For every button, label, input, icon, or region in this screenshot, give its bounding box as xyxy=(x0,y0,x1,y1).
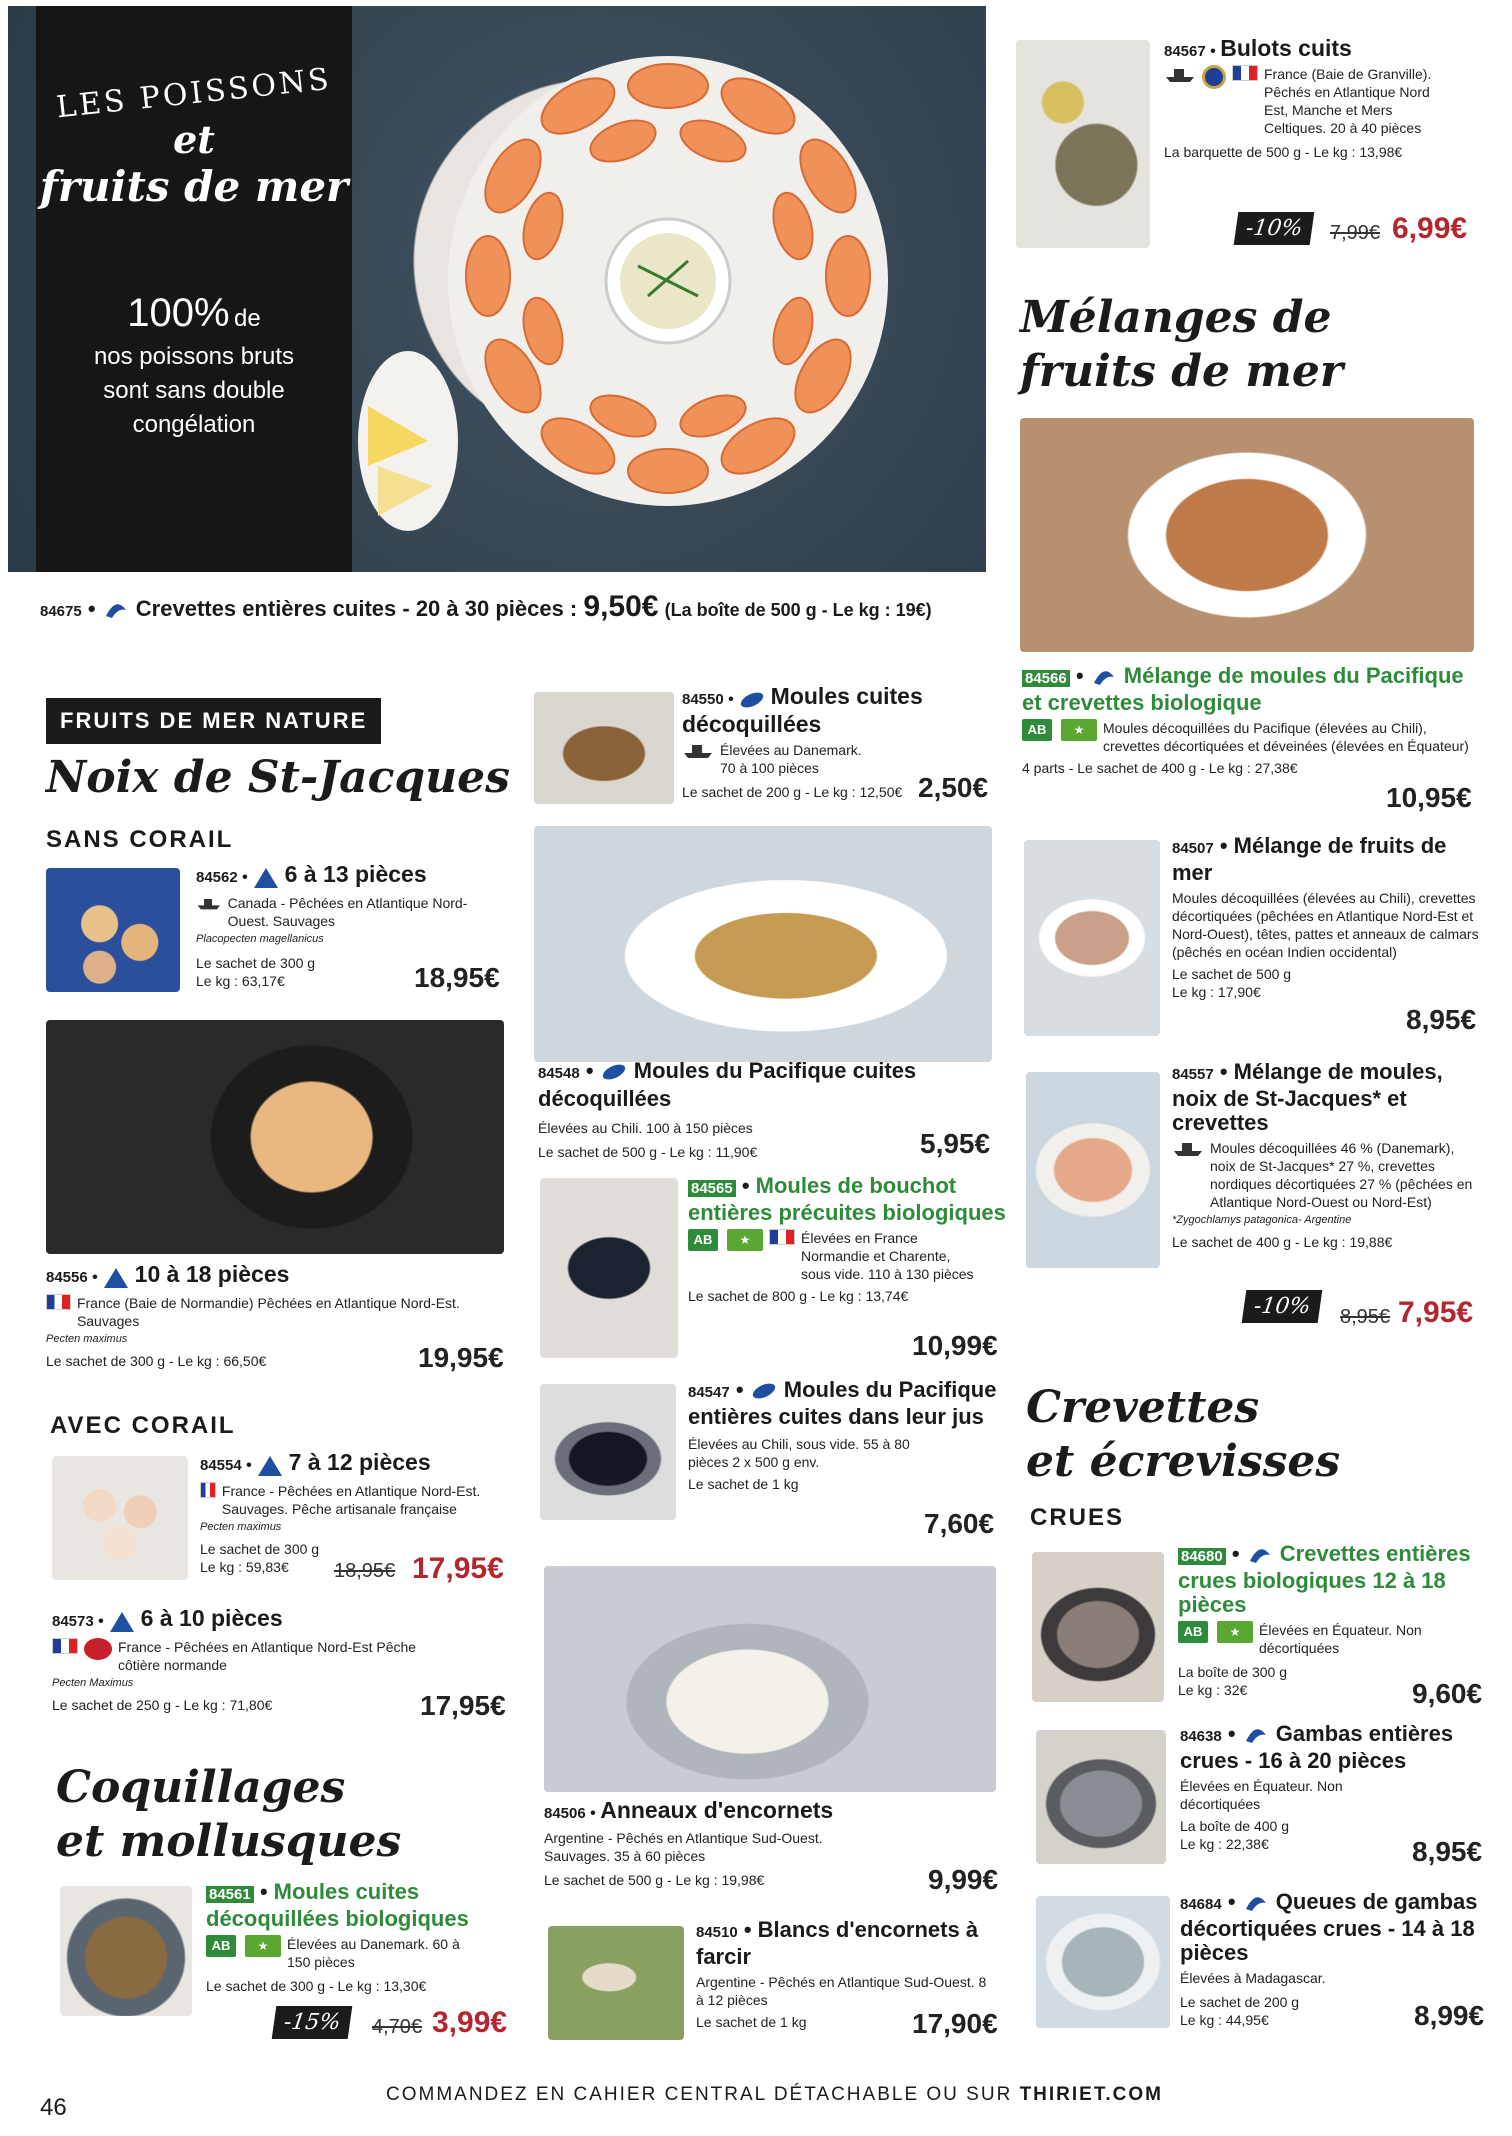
hero-caption-price: 9,50€ xyxy=(583,590,659,623)
code-84680: 84680 xyxy=(1178,1548,1226,1565)
kg-84562: Le kg : 63,17€ xyxy=(196,972,285,989)
photo-84565 xyxy=(540,1178,678,1358)
aquaculture-icon xyxy=(682,741,714,759)
photo-84567 xyxy=(1016,40,1150,248)
pack-84554: Le sachet de 300 g xyxy=(200,1540,320,1557)
label-rouge-icon xyxy=(84,1638,112,1660)
origin-84507: Moules décoquillées (élevées au Chili), crevettes décortiquées (pêchées en Atlantique Nord-Est et Nord-Ouest), têtes, pattes et anneaux de calmars (pêchés en océan Indien occidental) xyxy=(1172,890,1479,960)
product-84507: 84507 • Mélange de fruits de mer Moules décoquillées (élevées au Chili), crevettes décortiquées (pêchées en Atlantique Nord-Est et Nord-Ouest), têtes, pattes et anneaux de calmars (pêchés en océan Indien occidental) Le sachet de 500 g Le kg : 17,90€ xyxy=(1172,834,1482,1001)
boat-icon xyxy=(196,894,222,912)
origin-84684: Élevées à Madagascar. xyxy=(1180,1970,1326,1986)
origin-84557: Moules décoquillées 46 % (Danemark), noix de St-Jacques* 27 %, crevettes nordiques décortiquées 27 % (pêchées en Atlantique Nord-Ouest ou Nord-Est) xyxy=(1210,1140,1473,1210)
origin-84510: Argentine - Pêchés en Atlantique Sud-Ouest. 8 à 12 pièces xyxy=(696,1974,987,2008)
price-84566: 10,95€ xyxy=(1386,782,1472,813)
latin-84554: Pecten maximus xyxy=(200,1520,282,1533)
origin-84680: Élevées en Équateur. Non décortiquées xyxy=(1259,1622,1422,1656)
photo-84562 xyxy=(46,868,180,992)
price-84547: 7,60€ xyxy=(924,1508,995,1539)
price-84567: 6,99€ xyxy=(1392,212,1468,245)
photo-84638 xyxy=(1036,1730,1166,1864)
discount-84561: -15% xyxy=(272,2006,353,2039)
pack-84550: Le sachet de 200 g - Le kg : 12,50€ xyxy=(682,783,903,800)
name-84554: 7 à 12 pièces xyxy=(288,1449,431,1475)
title-melanges-line2: fruits de mer xyxy=(1020,346,1344,397)
msc-label-icon xyxy=(1242,1723,1270,1747)
title-coquillages-line1: Coquillages xyxy=(56,1762,346,1813)
origin-84638: Élevées en Équateur. Non décortiquées xyxy=(1180,1778,1343,1812)
pack-84547: Le sachet de 1 kg xyxy=(688,1476,799,1492)
old-price-84557: 8,95€ xyxy=(1340,1306,1391,1328)
code-84507: 84507 xyxy=(1172,840,1214,857)
code-84638: 84638 xyxy=(1180,1728,1222,1745)
hero-title-line1: LES POISSONS xyxy=(54,61,334,126)
product-84566: 84566 • Mélange de moules du Pacifique et crevettes biologique AB ★ Moules décoquillées du Pacifique (élevées au Chili), crevettes décortiquées et déveinées (élevées en Équateur) 4 parts - Le sachet de 400 g - Le kg : 27,38€ xyxy=(1022,664,1482,777)
product-84561: 84561 • Moules cuites décoquillées biologiques AB ★ Élevées au Danemark. 60 à 150 pièces Le sachet de 300 g - Le kg : 13,30€ xyxy=(206,1880,516,1995)
photo-84680 xyxy=(1032,1552,1164,1702)
footer-site-link[interactable]: THIRIET.COM xyxy=(1019,2084,1163,2105)
subhead-avec-corail: AVEC CORAIL xyxy=(50,1412,236,1439)
shrimp-platter xyxy=(438,46,898,516)
name-84566: Mélange de moules du Pacifique et crevettes biologique xyxy=(1022,663,1464,715)
origin-84548: Élevées au Chili. 100 à 150 pièces xyxy=(538,1120,753,1136)
hero-title-line3: fruits de mer xyxy=(39,162,349,211)
photo-84548 xyxy=(534,826,992,1062)
hero-caption: 84675 • Crevettes entières cuites - 20 à 30 pièces : 9,50€ (La boîte de 500 g - Le kg : 19€) xyxy=(40,590,932,623)
mussel-icon xyxy=(600,1060,628,1084)
product-84557: 84557 • Mélange de moules, noix de St-Jacques* et crevettes Moules décoquillées 46 % (Danemark), noix de St-Jacques* 27 %, crevettes nordiques décortiquées 27 % (pêchées en Atlantique Nord-Ouest ou Nord-Est) *Zygochlamys patagonica- Argentine Le sachet de 400 g - Le kg : 19,88€ xyxy=(1172,1060,1482,1251)
hero-claim-rest: nos poissons bruts sont sans double congélation xyxy=(93,343,295,438)
old-price-84567: 7,99€ xyxy=(1330,222,1381,244)
name-84507: Mélange de fruits de mer xyxy=(1172,833,1447,885)
title-melanges-line1: Mélanges de xyxy=(1020,292,1332,343)
code-84562: 84562 xyxy=(196,869,238,886)
product-84638: 84638 • Gambas entières crues - 16 à 20 pièces Élevées en Équateur. Non décortiquées La boîte de 400 g Le kg : 22,38€ xyxy=(1180,1722,1490,1853)
photo-84557 xyxy=(1026,1072,1160,1268)
price-84510: 17,90€ xyxy=(912,2008,998,2039)
code-84554: 84554 xyxy=(200,1457,242,1474)
photo-84507 xyxy=(1024,840,1160,1036)
name-84548: Moules du Pacifique cuites décoquillées xyxy=(538,1058,917,1111)
latin-84556: Pecten maximus xyxy=(46,1332,128,1345)
eu-bio-logo: ★ xyxy=(1217,1621,1253,1643)
discount-84557: -10% xyxy=(1242,1290,1323,1323)
photo-84550 xyxy=(534,692,674,804)
ab-bio-logo: AB xyxy=(688,1229,718,1251)
hero-caption-detail: (La boîte de 500 g - Le kg : 19€) xyxy=(664,600,932,620)
origin-84550: Élevées au Danemark. 70 à 100 pièces xyxy=(720,741,862,776)
scallop-icon xyxy=(256,1454,284,1478)
kg-84638: Le kg : 22,38€ xyxy=(1180,1836,1269,1852)
name-84561: Moules cuites décoquillées biologiques xyxy=(206,1879,469,1931)
product-84684: 84684 • Queues de gambas décortiquées crues - 14 à 18 pièces Élevées à Madagascar. Le sachet de 200 g Le kg : 44,95€ xyxy=(1180,1890,1490,2029)
pack-84506: Le sachet de 500 g - Le kg : 19,98€ xyxy=(544,1872,765,1888)
name-84567: Bulots cuits xyxy=(1220,35,1352,61)
boat-icon xyxy=(1164,65,1196,83)
photo-84506 xyxy=(544,1566,996,1792)
price-84507: 8,95€ xyxy=(1406,1004,1477,1035)
photo-84684 xyxy=(1036,1896,1170,2028)
price-84684: 8,99€ xyxy=(1414,2000,1485,2031)
msc-label-icon xyxy=(1090,665,1118,689)
price-84565: 10,99€ xyxy=(912,1330,998,1361)
boat-icon xyxy=(1172,1139,1204,1157)
footer-text-a: COMMANDEZ EN CAHIER CENTRAL DÉTACHABLE OU SUR xyxy=(386,2084,1020,2105)
origin-84556: France (Baie de Normandie) Pêchées en Atlantique Nord-Est. Sauvages xyxy=(76,1294,460,1329)
scallop-icon xyxy=(102,1266,130,1290)
price-84680: 9,60€ xyxy=(1412,1678,1483,1709)
lemon-plate xyxy=(348,346,458,536)
name-84638: Gambas entières crues - 16 à 20 pièces xyxy=(1180,1721,1454,1773)
code-84565: 84565 xyxy=(688,1180,736,1197)
origin-84506: Argentine - Pêchés en Atlantique Sud-Ouest. Sauvages. 35 à 60 pièces xyxy=(544,1830,823,1864)
pack-84510: Le sachet de 1 kg xyxy=(696,2014,807,2030)
code-84684: 84684 xyxy=(1180,1896,1222,1913)
name-84556: 10 à 18 pièces xyxy=(134,1261,290,1287)
pack-84680: La boîte de 300 g xyxy=(1178,1664,1287,1680)
mussel-icon xyxy=(750,1379,778,1403)
latin-84573: Pecten Maximus xyxy=(52,1676,134,1689)
hero-claim-big: 100% xyxy=(127,291,230,335)
quality-seal-icon xyxy=(1202,65,1226,89)
name-84562: 6 à 13 pièces xyxy=(284,861,427,887)
origin-84573: France - Pêchées en Atlantique Nord-Est Pêche côtière normande xyxy=(118,1638,417,1673)
pack-84561: Le sachet de 300 g - Le kg : 13,30€ xyxy=(206,1978,427,1994)
name-84510: Blancs d'encornets à farcir xyxy=(696,1917,979,1969)
subhead-crues: CRUES xyxy=(1030,1504,1125,1531)
price-84548: 5,95€ xyxy=(920,1128,991,1159)
latin-84562: Placopecten magellanicus xyxy=(196,932,324,945)
ab-bio-logo: AB xyxy=(1178,1621,1208,1643)
title-coquillages-line2: et mollusques xyxy=(56,1816,402,1867)
france-flag-icon xyxy=(769,1229,795,1245)
code-84557: 84557 xyxy=(1172,1066,1214,1083)
france-flag-icon xyxy=(200,1482,216,1498)
pack-84565: Le sachet de 800 g - Le kg : 13,74€ xyxy=(688,1288,909,1304)
price-84561: 3,99€ xyxy=(432,2006,508,2039)
code-84510: 84510 xyxy=(696,1924,738,1941)
ab-bio-logo: AB xyxy=(1022,719,1052,741)
photo-84556 xyxy=(46,1020,504,1254)
scallop-icon xyxy=(252,866,280,890)
france-flag-icon xyxy=(1232,65,1258,81)
origin-84566: Moules décoquillées du Pacifique (élevées au Chili), crevettes décortiquées et déveinées (élevées en Équateur) xyxy=(1103,720,1469,754)
origin-84565: Élevées en France Normandie et Charente, sous vide. 110 à 130 pièces xyxy=(801,1230,974,1282)
pack-84573: Le sachet de 250 g - Le kg : 71,80€ xyxy=(52,1696,273,1713)
latin-84557: *Zygochlamys patagonica- Argentine xyxy=(1172,1214,1352,1226)
old-price-84554: 18,95€ xyxy=(334,1560,396,1582)
old-price-84561: 4,70€ xyxy=(372,2016,423,2038)
name-84565: Moules de bouchot entières précuites biologiques xyxy=(688,1173,1006,1225)
origin-84561: Élevées au Danemark. 60 à 150 pièces xyxy=(287,1936,460,1970)
price-84557: 7,95€ xyxy=(1398,1296,1474,1329)
origin-84567: France (Baie de Granville). Pêchés en Atlantique Nord Est, Manche et Mers Celtiques. 20 à 40 pièces xyxy=(1264,66,1432,136)
pack-84567: La barquette de 500 g - Le kg : 13,98€ xyxy=(1164,144,1403,160)
price-84554: 17,95€ xyxy=(412,1552,504,1585)
msc-label-icon xyxy=(1242,1891,1270,1915)
name-84573: 6 à 10 pièces xyxy=(140,1605,283,1631)
eu-bio-logo: ★ xyxy=(245,1935,281,1957)
code-84506: 84506 xyxy=(544,1805,586,1822)
france-flag-icon xyxy=(46,1294,71,1310)
name-84557: Mélange de moules, noix de St-Jacques* et crevettes xyxy=(1172,1059,1443,1135)
pack-84556: Le sachet de 300 g - Le kg : 66,50€ xyxy=(46,1352,267,1369)
product-84554: 84554 • 7 à 12 pièces France - Pêchées en Atlantique Nord-Est. Sauvages. Pêche artisanale française Pecten maximus Le sachet de 300 g Le kg : 59,83€ xyxy=(200,1450,510,1576)
footer-order-text xyxy=(386,2084,1163,2106)
product-84562: 84562 • 6 à 13 pièces Canada - Pêchées en Atlantique Nord-Ouest. Sauvages Placopecten magellanicus Le sachet de 300 g Le kg : 63,17€ xyxy=(196,862,506,990)
code-84556: 84556 xyxy=(46,1269,88,1286)
pack-84638: La boîte de 400 g xyxy=(1180,1818,1289,1834)
hero-title-line2: et xyxy=(173,117,215,162)
pack-84507: Le sachet de 500 g xyxy=(1172,966,1292,982)
code-84573: 84573 xyxy=(52,1613,94,1630)
product-84680: 84680 • Crevettes entières crues biologiques 12 à 18 pièces AB ★ Élevées en Équateur. Non décortiquées La boîte de 300 g Le kg : 32€ xyxy=(1178,1542,1488,1699)
page-number: 46 xyxy=(40,2094,67,2121)
product-84573: 84573 • 6 à 10 pièces France - Pêchées en Atlantique Nord-Est Pêche côtière normande Pecten Maximus Le sachet de 250 g - Le kg : 71,80€ xyxy=(52,1606,512,1714)
title-crevettes-line1: Crevettes xyxy=(1026,1382,1260,1433)
france-flag-icon xyxy=(52,1638,78,1654)
price-84506: 9,99€ xyxy=(928,1864,999,1895)
hero-caption-code: 84675 xyxy=(40,603,82,620)
product-84506: 84506 • Anneaux d'encornets Argentine - Pêchés en Atlantique Sud-Ouest. Sauvages. 35 à 60 pièces Le sachet de 500 g - Le kg : 19,98€ xyxy=(544,1798,994,1889)
code-84561: 84561 xyxy=(206,1886,254,1903)
code-84548: 84548 xyxy=(538,1065,580,1082)
pack-84562: Le sachet de 300 g xyxy=(196,954,316,971)
title-noix-st-jacques: Noix de St-Jacques xyxy=(46,752,510,803)
name-84684: Queues de gambas décortiquées crues - 14 à 18 pièces xyxy=(1180,1889,1478,1965)
title-crevettes-line2: et écrevisses xyxy=(1026,1436,1341,1487)
price-84556: 19,95€ xyxy=(418,1342,504,1373)
origin-84547: Élevées au Chili, sous vide. 55 à 80 pièces 2 x 500 g env. xyxy=(688,1436,910,1470)
hero-claim-de: de xyxy=(234,305,261,332)
pack-84548: Le sachet de 500 g - Le kg : 11,90€ xyxy=(538,1144,758,1160)
kg-84680: Le kg : 32€ xyxy=(1178,1682,1248,1698)
name-84547: Moules du Pacifique entières cuites dans leur jus xyxy=(688,1377,997,1429)
pack-84684: Le sachet de 200 g xyxy=(1180,1994,1300,2010)
ab-bio-logo: AB xyxy=(206,1935,236,1957)
product-84510: 84510 • Blancs d'encornets à farcir Argentine - Pêchés en Atlantique Sud-Ouest. 8 à 12 pièces Le sachet de 1 kg xyxy=(696,1918,1006,2031)
price-84573: 17,95€ xyxy=(420,1690,506,1721)
product-84556: 84556 • 10 à 18 pièces France (Baie de Normandie) Pêchées en Atlantique Nord-Est. Sauvages Pecten maximus Le sachet de 300 g - Le kg : 66,50€ xyxy=(46,1262,506,1370)
price-84562: 18,95€ xyxy=(414,962,500,993)
subhead-sans-corail: SANS CORAIL xyxy=(46,826,234,853)
code-84550: 84550 xyxy=(682,691,724,708)
photo-84561 xyxy=(60,1886,192,2016)
pack-84566: 4 parts - Le sachet de 400 g - Le kg : 27,38€ xyxy=(1022,760,1298,776)
hero-caption-name: Crevettes entières cuites - 20 à 30 pièces : xyxy=(135,596,578,621)
msc-label-icon xyxy=(1246,1543,1274,1567)
product-84565: 84565 • Moules de bouchot entières précuites biologiques AB ★ Élevées en France Normandie et Charente, sous vide. 110 à 130 pièces Le sachet de 800 g - Le kg : 13,74€ xyxy=(688,1174,1008,1305)
discount-84567: -10% xyxy=(1234,212,1315,245)
product-84547: 84547 • Moules du Pacifique entières cuites dans leur jus Élevées au Chili, sous vide. 55 à 80 pièces 2 x 500 g env. Le sachet de 1 kg xyxy=(688,1378,1008,1493)
photo-84554 xyxy=(52,1456,188,1580)
product-84550: 84550 • Moules cuites décoquillées Élevées au Danemark. 70 à 100 pièces Le sachet de 200 g - Le kg : 12,50€ xyxy=(682,684,1002,801)
photo-84510 xyxy=(548,1926,684,2040)
hero-title-panel xyxy=(36,6,352,572)
product-84548: 84548 • Moules du Pacifique cuites décoquillées Élevées au Chili. 100 à 150 pièces Le sachet de 500 g - Le kg : 11,90€ xyxy=(538,1058,998,1161)
code-84547: 84547 xyxy=(688,1384,730,1401)
product-84567: 84567 • Bulots cuits France (Baie de Granville). Pêchés en Atlantique Nord Est, Manche et Mers Celtiques. 20 à 40 pièces La barquette de 500 g - Le kg : 13,98€ xyxy=(1164,36,1484,161)
name-84506: Anneaux d'encornets xyxy=(600,1797,834,1823)
code-84566: 84566 xyxy=(1022,670,1070,687)
origin-84562: Canada - Pêchées en Atlantique Nord-Ouest. Sauvages xyxy=(227,894,468,929)
pack-84557: Le sachet de 400 g - Le kg : 19,88€ xyxy=(1172,1234,1393,1250)
code-84567: 84567 xyxy=(1164,43,1206,60)
origin-84554: France - Pêchées en Atlantique Nord-Est. Sauvages. Pêche artisanale française xyxy=(221,1482,481,1517)
eu-bio-logo: ★ xyxy=(1061,719,1097,741)
mussel-icon xyxy=(738,688,766,712)
price-84550: 2,50€ xyxy=(918,772,989,803)
price-84638: 8,95€ xyxy=(1412,1836,1483,1867)
kg-84554: Le kg : 59,83€ xyxy=(200,1558,289,1575)
eu-bio-logo: ★ xyxy=(727,1229,763,1251)
photo-84547 xyxy=(540,1384,676,1520)
name-84550: Moules cuites décoquillées xyxy=(682,683,923,737)
scallop-icon xyxy=(108,1610,136,1634)
section-bar-fruits-de-mer-nature: FRUITS DE MER NATURE xyxy=(46,698,381,744)
msc-label-icon xyxy=(102,598,130,622)
kg-84507: Le kg : 17,90€ xyxy=(1172,984,1261,1000)
kg-84684: Le kg : 44,95€ xyxy=(1180,2012,1269,2028)
name-84680: Crevettes entières crues biologiques 12 à 18 pièces xyxy=(1178,1541,1471,1617)
photo-84566 xyxy=(1020,418,1474,652)
